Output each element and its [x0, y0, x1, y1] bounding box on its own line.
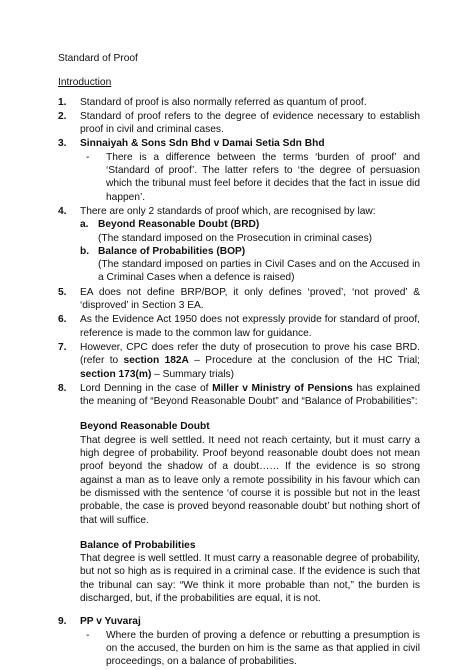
sub-item-b — [80, 245, 420, 285]
item-number: 4. — [58, 205, 67, 217]
bop-heading: Balance of Probabilities — [80, 539, 196, 551]
sub-item-description: (The standard imposed on parties in Civil Cases and on the Accused in a Criminal Cases when a defence is raised) — [98, 259, 420, 284]
dash-bullet — [80, 151, 420, 204]
text-run: – Procedure at the conclusion of the HC Trial; — [188, 355, 420, 367]
document-page — [58, 52, 420, 669]
bop-paragraph: That degree is well settled. It must carry a reasonable degree of probability, but not so high as is required in a criminal case. If the evidence is such that the tribunal can say: “We think it more probable than not,” the burden is discharged, but, if the probabilities are equal, it is not. — [80, 553, 420, 604]
item-text: There are only 2 standards of proof which, are recognised by law: — [80, 205, 376, 217]
item-number: 5. — [58, 286, 67, 298]
item-number: 1. — [58, 96, 67, 108]
item-number: 6. — [58, 314, 67, 326]
item-text: Standard of proof is also normally referred as quantum of proof. — [80, 96, 367, 108]
sub-item-letter: b. — [80, 245, 90, 257]
list-item-1 — [58, 96, 420, 109]
list-item-2 — [58, 110, 420, 137]
dash-mark: - — [86, 629, 90, 641]
case-name: Sinnaiyah & Sons Sdn Bhd v Damai Setia Sdn Bhd — [80, 138, 325, 150]
brd-heading: Beyond Reasonable Doubt — [80, 421, 210, 433]
text-run: has explained the meaning of “Beyond Reasonable Doubt” and “Balance of Probabilities”: — [80, 382, 421, 408]
sub-item-description: (The standard imposed on the Prosecution in criminal cases) — [98, 232, 373, 244]
section-ref-182a: section 182A — [123, 355, 189, 367]
text-run: However, CPC does refer the duty of prosecution to prove his case BRD. (refer to — [80, 341, 420, 367]
item-text: EA does not define BRP/BOP, it only defines ‘proved’, ‘not proved’ & ‘disproved’ in Section 3 EA. — [80, 286, 420, 312]
item-text — [80, 341, 420, 381]
list-item-6 — [58, 313, 420, 340]
item-text: As the Evidence Act 1950 does not expressly provide for standard of proof, reference is made to the common law for guidance. — [80, 314, 420, 339]
item-number: 7. — [58, 341, 67, 353]
dash-bullet — [80, 629, 420, 669]
item-text — [80, 382, 420, 409]
list-item-8 — [58, 382, 420, 409]
section-ref-173m: section 173(m) — [80, 368, 152, 380]
sub-item-title: Beyond Reasonable Doubt (BRD) — [98, 219, 260, 231]
list-item-4 — [58, 205, 420, 285]
sub-item-a — [80, 218, 420, 245]
list-item-3 — [58, 137, 420, 203]
item-number: 3. — [58, 138, 67, 150]
dash-mark: - — [86, 151, 90, 163]
text-run: – Summary trials) — [151, 368, 234, 380]
item-number: 9. — [58, 616, 67, 628]
text-run: Lord Denning in the case of — [80, 382, 213, 394]
bullet-text: Where the burden of proving a defence or rebutting a presumption is on the accused, the burden on him is the same as that applied in civil proceedings, on a balance of probabilities. — [106, 629, 420, 668]
document-title: Standard of Proof — [58, 53, 138, 64]
case-name: Miller v Ministry of Pensions — [212, 382, 353, 394]
list-item-5 — [58, 286, 420, 313]
item-text: Standard of proof refers to the degree of evidence necessary to establish proof in civil and criminal cases. — [80, 110, 420, 136]
list-item-9 — [58, 615, 420, 668]
brd-paragraph: That degree is well settled. It need not reach certainty, but it must carry a high degree of probability. Proof beyond reasonable doubt does not mean proof beyond the shadow of a doubt…… If the evidence is so strong against a man as to leave only a remote possibility in his favour which can be dismissed with the sentence ‘of course it is possible but not in the least probable, the case is proved beyond reasonable doubt’ but nothing short of that will suffice. — [80, 434, 420, 526]
bullet-text: There is a difference between the terms ‘burden of proof’ and ‘Standard of proof’. The latter refers to ‘the degree of persuasion which the tribunal must feel before it decides that the fact in issue did happen’. — [106, 151, 420, 203]
sub-item-title: Balance of Probabilities (BOP) — [98, 245, 246, 257]
case-name: PP v Yuvaraj — [80, 616, 141, 628]
section-heading-introduction: Introduction — [58, 77, 112, 89]
sub-item-letter: a. — [80, 219, 89, 231]
item-number: 2. — [58, 110, 67, 122]
list-item-7 — [58, 341, 420, 381]
item-number: 8. — [58, 382, 67, 394]
